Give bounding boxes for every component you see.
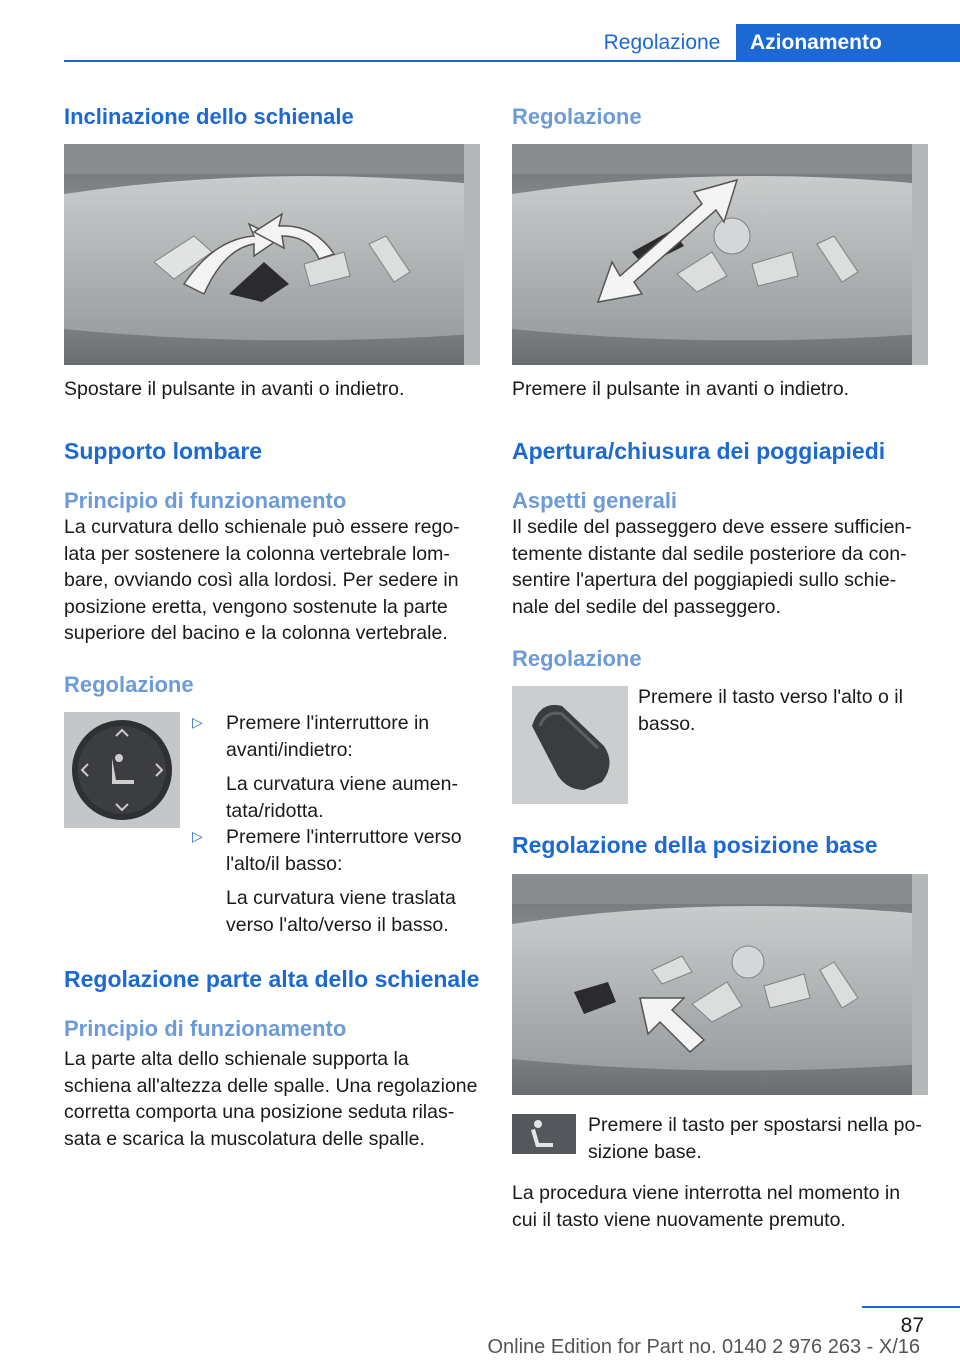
subheading-aspetti: Aspetti generali: [512, 488, 678, 513]
subheading-regolazione-lombare: Regolazione: [64, 672, 194, 697]
page-number: 87: [900, 1314, 924, 1337]
bullet-icon: ▷: [192, 714, 203, 730]
seat-backrest-tilt-photo: [64, 144, 480, 365]
subheading-principio-1: Principio di funzionamento: [64, 488, 347, 513]
lumbar-switch-photo: [64, 712, 180, 828]
heading-inclinazione: Inclinazione dello schienale: [64, 104, 354, 129]
text-principio-1: La curvatura dello schienale può essere rego- lata per sostenere la colonna vertebrale lom- bare, ovviando così alla lordosi. Per sedere in posizione eretta, vengono sostenute la parte superiore del bacino e la colonna vertebrale.: [64, 516, 460, 644]
header-rule: [64, 60, 960, 62]
base-position-photo: [512, 874, 928, 1095]
header-tab-regolazione[interactable]: Regolazione: [603, 31, 721, 54]
heading-parte-alta: Regolazione parte alta dello schienale: [64, 966, 480, 992]
text-inclinazione: Spostare il pulsante in avanti o indietro.: [64, 378, 405, 400]
bullet-icon: ▷: [192, 828, 203, 844]
text-procedura: La procedura viene interrotta nel momento in cui il tasto viene nuovamente premuto.: [512, 1182, 901, 1231]
footer-edition: Online Edition for Part no. 0140 2 976 263 - X/16: [487, 1336, 920, 1358]
seat-move-photo: [512, 144, 928, 365]
text-aspetti: Il sedile del passeggero deve essere sufficien- temente distante dal sedile posteriore da con- sentire l'apertura del poggiapiedi sullo schie- nale del sedile del passeggero.: [512, 516, 912, 618]
text-base: Premere il tasto per spostarsi nella po- sizione base.: [588, 1114, 922, 1163]
text-principio-2: La parte alta dello schienale supporta la schiena all'altezza delle spalle. Una regolazione corretta comporta una posizione seduta rilas- sata e scarica la muscolatura delle spalle.: [64, 1048, 478, 1150]
list-item-1: Premere l'interruttore in avanti/indietro: La curvatura viene aumen- tata/ridotta.: [226, 712, 458, 822]
text-tasto: Premere il tasto verso l'alto o il basso.: [638, 686, 903, 735]
subheading-principio-2: Principio di funzionamento: [64, 1016, 347, 1041]
subheading-regolazione-2: Regolazione: [512, 646, 642, 671]
header-tab-azionamento[interactable]: Azionamento: [736, 24, 960, 62]
heading-regolazione-right: Regolazione: [512, 104, 642, 129]
seat-base-position-icon: [512, 1114, 576, 1154]
footer-rule: [862, 1306, 960, 1308]
heading-supporto-lombare: Supporto lombare: [64, 438, 263, 464]
footrest-button-photo: [512, 686, 628, 804]
heading-apertura: Apertura/chiusura dei poggiapiedi: [512, 438, 886, 464]
text-regolazione-right: Premere il pulsante in avanti o indietro.: [512, 378, 850, 400]
heading-posizione-base: Regolazione della posizione base: [512, 832, 878, 858]
list-item-2: Premere l'interruttore verso l'alto/il basso: La curvatura viene traslata verso l'alto/verso il basso.: [226, 826, 462, 936]
